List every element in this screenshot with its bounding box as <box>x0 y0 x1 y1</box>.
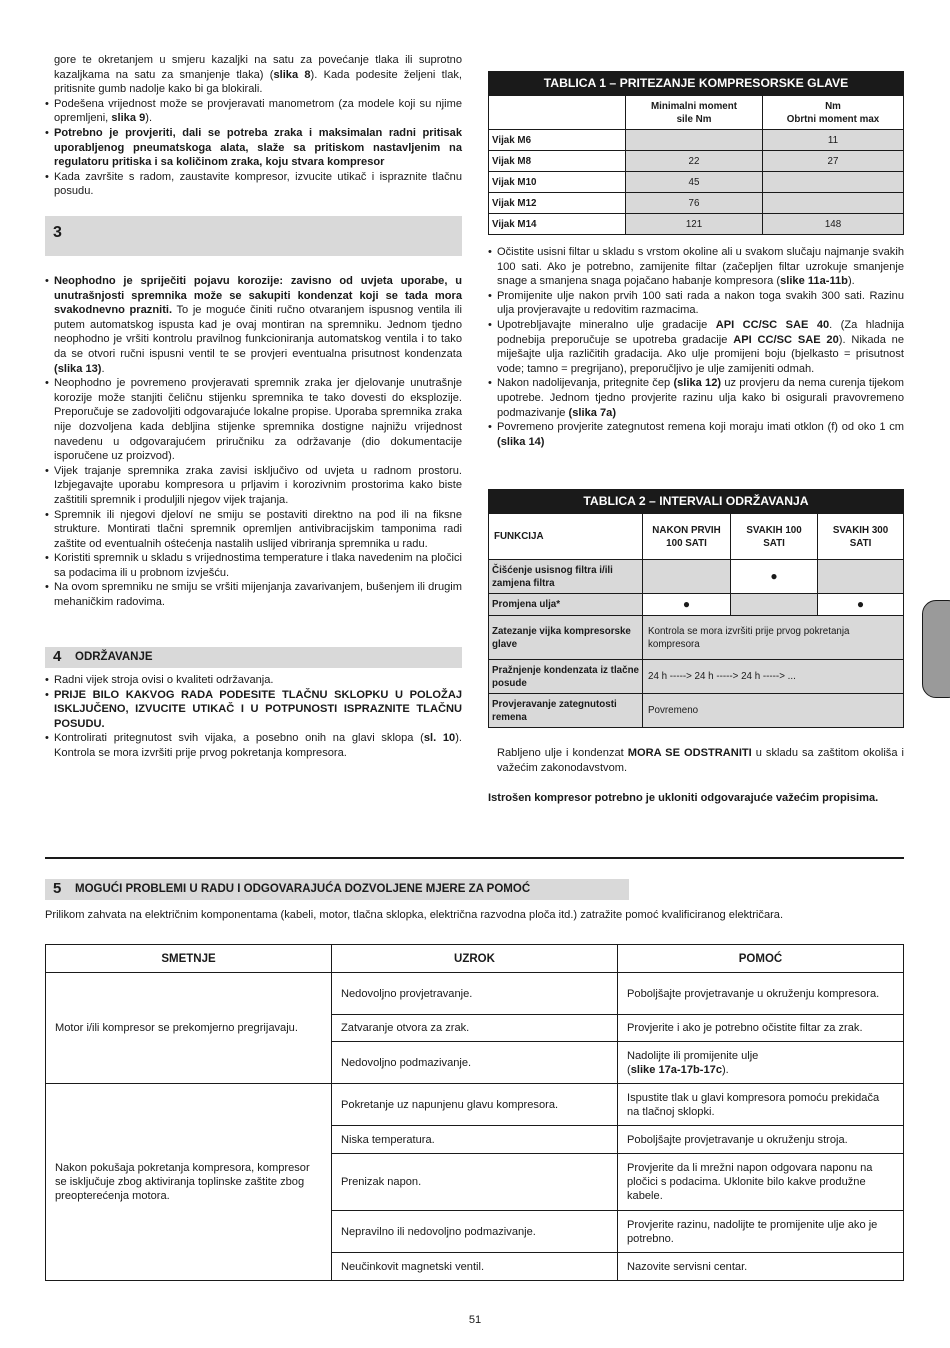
list-item: • Neophodno je povremeno provjeravati spremnik zraka jer djelovanje unutrašnje korozije može stanjiti čeličnu stijenku spremnika te tako dovesti do eksplozije. Preporučuje se zadovoljiti odgovarajuće lokalne propise. Uporaba spremnika zraka nije dozvoljena kada debljina stijenke spremnika dostigne najnižu vrijednost navedenu u odgovarajućem priručniku za održavanje (dio dokumentacije isporučene uz proizvod). <box>45 376 462 464</box>
left-column <box>45 53 462 199</box>
table-row: Promjena ulja* ● ● <box>489 594 904 616</box>
table-1 <box>488 71 904 235</box>
section-3-body <box>45 274 462 610</box>
table-row: Provjeravanje zategnutosti remena Povremeno <box>489 694 904 728</box>
table-row: Motor i/ili kompresor se prekomjerno pregrijavaju. Nedovoljno provjetravanje. Poboljšajte provjetravanje u okruženju kompresora. <box>46 973 904 1015</box>
table-row: Vijak M14 121 148 <box>489 214 904 235</box>
column-header: Minimalni moment sile Nm <box>626 96 763 130</box>
list-item: • Podešena vrijednost može se provjeravati manometrom (za modele koji su njime opremljeni, slika 9). <box>45 97 462 126</box>
table-row: Zatezanje vijka kompresorske glave Kontrola se mora izvršiti prije prvog pokretanja kompresora <box>489 616 904 660</box>
bullet-list <box>45 274 462 610</box>
section-4-body <box>45 673 462 761</box>
column-header: Nm Obrtni moment max <box>763 96 904 130</box>
list-item: • Kontrolirati pritegnutost svih vijaka, a posebno onih na glavi sklopa (sl. 10). Kontrola se mora izvršiti prije prvog pokretanja kompresora. <box>45 731 462 760</box>
section-5-intro: Prilikom zahvata na električnim komponentama (kabeli, motor, tlačna sklopka, električna razvodna ploča itd.) zatražite pomoć kvalificiranog električara. <box>45 909 784 921</box>
disposal-note: Rabljeno ulje i kondenzat MORA SE ODSTRANITI u skladu sa zaštitom okoliša i važećim zakonodavstvom. <box>497 747 904 774</box>
list-item: • Spremnik ili njegovi djeloví ne smiju se postaviti direktno na pod ili na fiksne strukture. Montirati tlačni spremnik opremljen antivibracijskim tamponima radi zaštite od eventualnih ośtećenja nastalih uslijed vibriranja spremnika u radu. <box>45 508 462 552</box>
table-row: Niska temperatura. Poboljšajte provjetravanje u okruženju stroja. <box>46 1126 904 1154</box>
table-row: Prenizak napon. Provjerite da li mrežni napon odgovara naponu na pločici s podacima. Uklonite bilo kakve produžne kabele. <box>46 1154 904 1211</box>
table-header-row: FUNKCIJA NAKON PRVIH 100 SATI SVAKIH 100 SATI SVAKIH 300 SATI <box>489 514 904 560</box>
list-item: • Potrebno je provjeriti, dali se potreba zraka i maksimalan radni pritisak uporabljenog pneumatskoga alata, slaže sa pritiskom nastavljenim na regulatoru pritiska i sa količinom zraka, koju stvara kompresor <box>45 126 462 170</box>
bullet-list <box>45 97 462 199</box>
table-header-row: SMETNJE UZROK POMOĆ <box>46 945 904 973</box>
section-3-header: 3 <box>45 216 462 256</box>
table-2 <box>488 489 904 728</box>
divider <box>45 857 904 859</box>
list-item: • Povremeno provjerite zategnutost remena koji moraju imati otklon (f) od oko 1 cm (slika 14) <box>488 420 904 449</box>
list-item: • Promijenite ulje nakon prvih 100 sati rada a nakon toga svakih 300 sati. Razinu ulja provjeravajte u redovitim razmacima. <box>488 289 904 318</box>
page-number: 51 <box>468 1314 482 1326</box>
table-row: Nepravilno ili nedovoljno podmazivanje. Provjerite razinu, nadolijte te promijenite ulje ako je potrebno. <box>46 1211 904 1253</box>
list-item: • Vijek trajanje spremnika zraka zavisi isključivo od uvjeta u radnom prostoru. Izbjegavajte uporabu kompresora u prljavim i korozivnim prostorima kako biste zaštitili spremnik i produljili njegov vijek trajanja. <box>45 464 462 508</box>
list-item: • Nakon nadolijevanja, pritegnite čep (slika 12) uz provjeru da nema curenja tijekom upotrebe. Jednom tjedno provjerite razinu ulja kako bi osigurali pravovremeno podmazivanje (slika 7a) <box>488 376 904 420</box>
paragraph: gore te okretanjem u smjeru kazaljki na satu za povećanje tlaka ili suprotno kazaljkama na satu za smanjenje tlaka) (slika 8). Kada podesite željeni tlak, pritisnite gumb nadolje kako bi ga blokirali. <box>54 54 462 96</box>
table-row: Neučinkovit magnetski ventil. Nazovite servisni centar. <box>46 1253 904 1281</box>
section-5-header: 5 MOGUĆI PROBLEMI U RADU I ODGOVARAJUĆA DOZVOLJENE MJERE ZA POMOĆ <box>45 879 629 900</box>
table-row: Zatvaranje otvora za zrak. Provjerite i ako je potrebno očistite filtar za zrak. <box>46 1015 904 1042</box>
table-row: Vijak M6 11 <box>489 130 904 151</box>
table-row: Vijak M10 45 <box>489 172 904 193</box>
table-row: Vijak M8 22 27 <box>489 151 904 172</box>
table-row: Vijak M12 76 <box>489 193 904 214</box>
list-item: • Očistite usisni filtar u skladu s vrstom okoline ali u svakom slučaju najmanje svakih 100 sati. Ako je potrebno, zamijenite filtar (začepljen filtar uzrokuje smanjenje snage a smanjena snaga pojačano habanje kompresora (slike 11a-11b). <box>488 245 904 289</box>
disposal-note-2: Istrošen kompresor potrebno je ukloniti odgovarajuće važećim propisima. <box>488 792 879 804</box>
list-item: • PRIJE BILO KAKVOG RADA PODESITE TLAČNU SKLOPKU U POLOŽAJ ISKLJUČENO, IZVUCITE UTIKAČ I U POTPUNOSTI ISPRAZNITE TLAČNU POSUDU. <box>45 688 462 732</box>
list-item: • Radni vijek stroja ovisi o kvaliteti održavanja. <box>45 673 462 688</box>
table-row: Čišćenje usisnog filtra i/ili zamjena filtra ● <box>489 560 904 594</box>
table-title: TABLICA 2 – INTERVALI ODRŽAVANJA <box>488 489 904 513</box>
thumb-tab <box>922 600 950 698</box>
list-item: • Neophodno je spriječiti pojavu korozije: zavisno od uvjeta uporabe, u unutrašnjosti spremnika može se sakupiti kondenzat koji se tada mora svakodnevno prazniti. To je moguće činiti ručno otvaranjem ispusnog ventila ili putem automatskog ispusta kad je ovaj montiran na spremniku. Jednom tjedno neophodno je vršiti kontrolu pravilnog funkcioniranja automatskog ventila i to tako da se otvori ručni ispusni ventil te se provjeri eventualna prisutnost kondenzata (slika 13). <box>45 274 462 376</box>
list-item: • Upotrebljavajte mineralno ulje gradacije API CC/SC SAE 40. (Za hladnija podnebija preporučuje se upotreba gradacije API CC/SC SAE 20). Nikada ne miješajte ulja različitih gradacija. Ako ulje promijeni boju (bjelkasto = prisutnost vode; tamno = pregrijano), preporučljivo je ulje zamijeniti odmah. <box>488 318 904 376</box>
list-item: • Kada završite s radom, zaustavite kompresor, izvucite utikač i ispraznite tlačnu posudu. <box>45 170 462 199</box>
bullet-list <box>45 673 462 761</box>
table-row: Nakon pokušaja pokretanja kompresora, kompresor se isključuje zbog aktiviranja toplinske zaštite zbog preopterećenja motora. Pokretanje uz napunjenu glavu kompresora. Ispustite tlak u glavi kompresora pomoću prekidača na tlačnoj sklopki. <box>46 1084 904 1126</box>
table-row: Pražnjenje kondenzata iz tlačne posude 24 h -----> 24 h -----> 24 h -----> ... <box>489 660 904 694</box>
right-column-text <box>488 245 904 449</box>
troubleshooting-table <box>45 944 904 1281</box>
bullet-list <box>488 245 904 449</box>
list-item: • Na ovom spremniku ne smiju se vršiti mijenjanja zavarivanjem, bušenjem ili drugim mehaničkim radovima. <box>45 580 462 609</box>
table-title: TABLICA 1 – PRITEZANJE KOMPRESORSKE GLAVE <box>488 71 904 95</box>
table-row: Nedovoljno podmazivanje. Nadolijte ili promijenite ulje (slike 17a-17b-17c). <box>46 1042 904 1084</box>
section-4-header: 4 ODRŽAVANJE <box>45 647 462 668</box>
list-item: • Koristiti spremnik u skladu s vrijednostima temperature i tlaka navedenim na pločici sa podacima ili u probnom izvješću. <box>45 551 462 580</box>
